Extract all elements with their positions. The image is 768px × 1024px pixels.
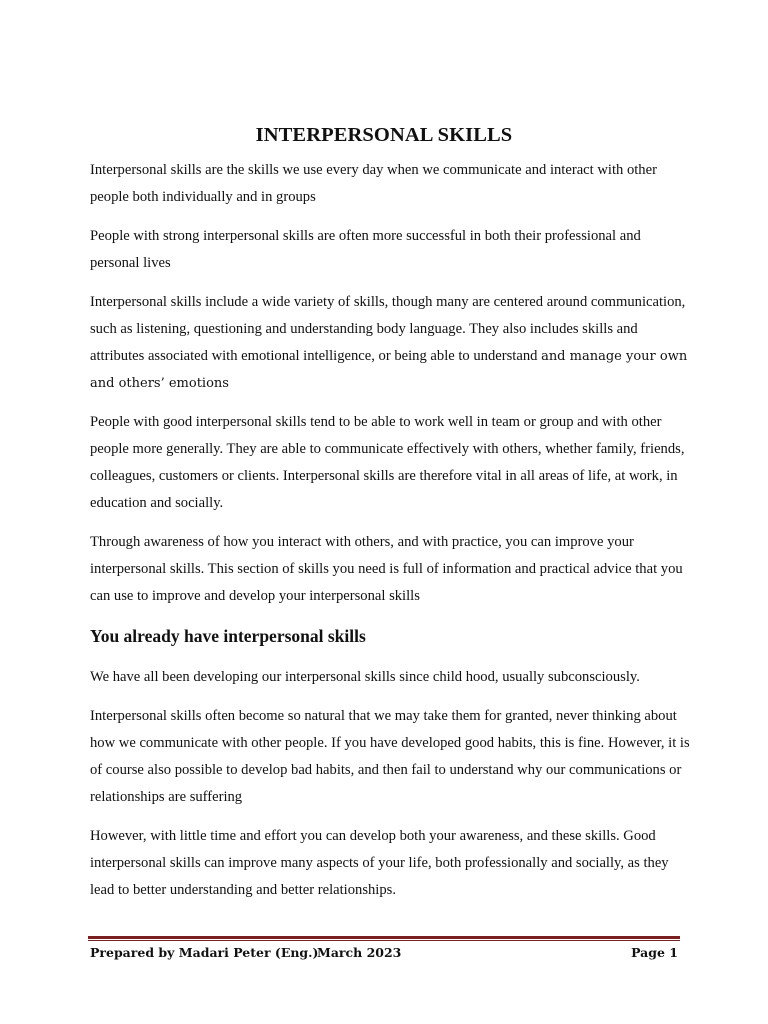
paragraph-text: Interpersonal skills include a wide variety of skills, though many are centered around communication, such as listening, questioning and understanding body language. They also includes skills and attributes associated with emotional intelligence, or being able to understand (90, 294, 686, 364)
paragraph: Interpersonal skills often become so natural that we may take them for granted, never thinking about how we communicate with other people. If you have developed good habits, this is fine. However, it is of course also possible to develop bad habits, and then fail to understand why our communications or relationships are suffering (90, 708, 690, 805)
footer-date: March 2023 (317, 945, 402, 960)
paragraph: Through awareness of how you interact with others, and with practice, you can improve your interpersonal skills. This section of skills you need is full of information and practical advice that you can use to improve and develop your interpersonal skills (90, 534, 683, 604)
footer-divider (88, 936, 680, 939)
page-title: INTERPERSONAL SKILLS (255, 124, 513, 146)
footer-page-number: Page 1 (631, 945, 678, 960)
section-heading: You already have interpersonal skills (90, 626, 366, 646)
paragraph (90, 289, 690, 397)
paragraph: Interpersonal skills are the skills we use every day when we communicate and interact with other people both individually and in groups (90, 162, 657, 205)
paragraph: People with strong interpersonal skills are often more successful in both their professional and personal lives (90, 228, 641, 271)
footer-divider-thin (88, 940, 680, 941)
document-body (90, 157, 690, 916)
paragraph-text-tail: and manage your own and others’ emotions (90, 349, 688, 391)
footer-author: Prepared by Madari Peter (Eng.) (90, 945, 319, 960)
paragraph: We have all been developing our interpersonal skills since child hood, usually subconsciously. (90, 669, 640, 685)
paragraph: People with good interpersonal skills tend to be able to work well in team or group and with other people more generally. They are able to communicate effectively with others, whether family, friends, colleagues, customers or clients. Interpersonal skills are therefore vital in all areas of life, at work, in education and socially. (90, 414, 685, 511)
paragraph: However, with little time and effort you can develop both your awareness, and these skills. Good interpersonal skills can improve many aspects of your life, both professionally and socially, as they lead to better understanding and better relationships. (90, 828, 669, 898)
